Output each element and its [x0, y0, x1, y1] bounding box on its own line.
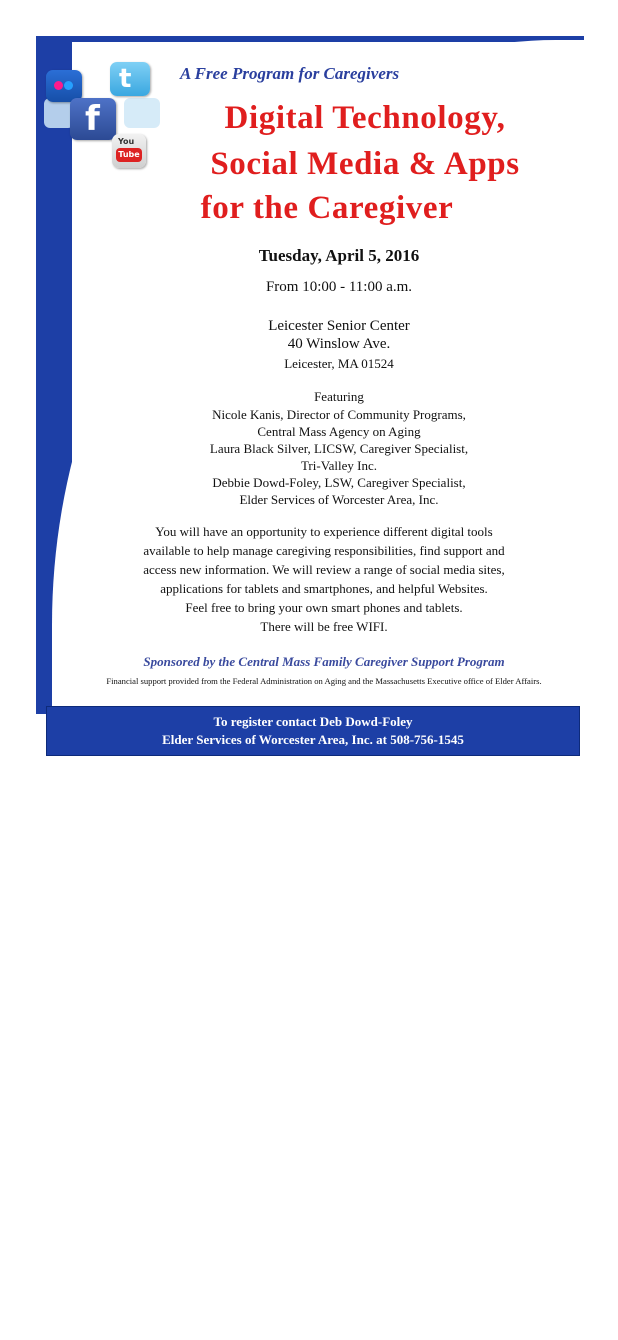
presenter-line: Debbie Dowd-Foley, LSW, Caregiver Specialist,	[212, 475, 466, 490]
curved-white-panel	[52, 40, 612, 1340]
title-line-1: Digital Technology,	[224, 100, 506, 136]
description-line: available to help manage caregiving responsibilities, find support and	[143, 543, 505, 558]
financial-support-note: Financial support provided from the Federal Administration on Aging and the Massachusetts Executive office of Elder Affairs.	[106, 676, 542, 686]
registration-box	[46, 706, 580, 756]
title-line-2: Social Media & Apps	[210, 146, 520, 182]
location-name: Leicester Senior Center	[268, 318, 410, 334]
youtube-tube-text: Tube	[116, 148, 142, 162]
youtube-icon	[112, 134, 146, 168]
event-time: From 10:00 - 11:00 a.m.	[265, 279, 413, 295]
title-line-3: for the Caregiver	[200, 190, 454, 226]
top-blue-border	[36, 36, 584, 42]
presenter-line: Elder Services of Worcester Area, Inc.	[239, 492, 439, 507]
sponsor-line: Sponsored by the Central Mass Family Caregiver Support Program	[143, 654, 505, 669]
presenter-line: Tri-Valley Inc.	[300, 458, 378, 473]
description-line: applications for tablets and smartphones, and helpful Websites.	[160, 581, 488, 596]
presenter-line: Central Mass Agency on Aging	[257, 424, 421, 439]
social-media-icons	[44, 58, 162, 176]
twitter-icon	[110, 62, 150, 96]
description-line: access new information. We will review a range of social media sites,	[143, 562, 505, 577]
youtube-you-text: You	[118, 137, 135, 146]
description-line: You will have an opportunity to experience different digital tools	[155, 524, 493, 539]
presenter-line: Laura Black Silver, LICSW, Caregiver Specialist,	[209, 441, 469, 456]
facebook-glyph: f	[85, 99, 100, 139]
location-city: Leicester, MA 01524	[284, 356, 394, 371]
presenter-line: Nicole Kanis, Director of Community Programs,	[212, 407, 466, 422]
event-date: Tuesday, April 5, 2016	[258, 246, 420, 265]
register-phone: Elder Services of Worcester Area, Inc. at 508-756-1545	[162, 732, 464, 747]
description-line: There will be free WIFI.	[260, 619, 388, 634]
location-street: 40 Winslow Ave.	[287, 336, 391, 352]
featuring-heading: Featuring	[314, 389, 364, 404]
description-line: Feel free to bring your own smart phones and tablets.	[185, 600, 463, 615]
register-contact: To register contact Deb Dowd-Foley	[213, 714, 413, 729]
twitter-glyph: t	[119, 64, 132, 94]
facebook-icon	[70, 98, 116, 140]
tagline: A Free Program for Caregivers	[180, 64, 400, 83]
